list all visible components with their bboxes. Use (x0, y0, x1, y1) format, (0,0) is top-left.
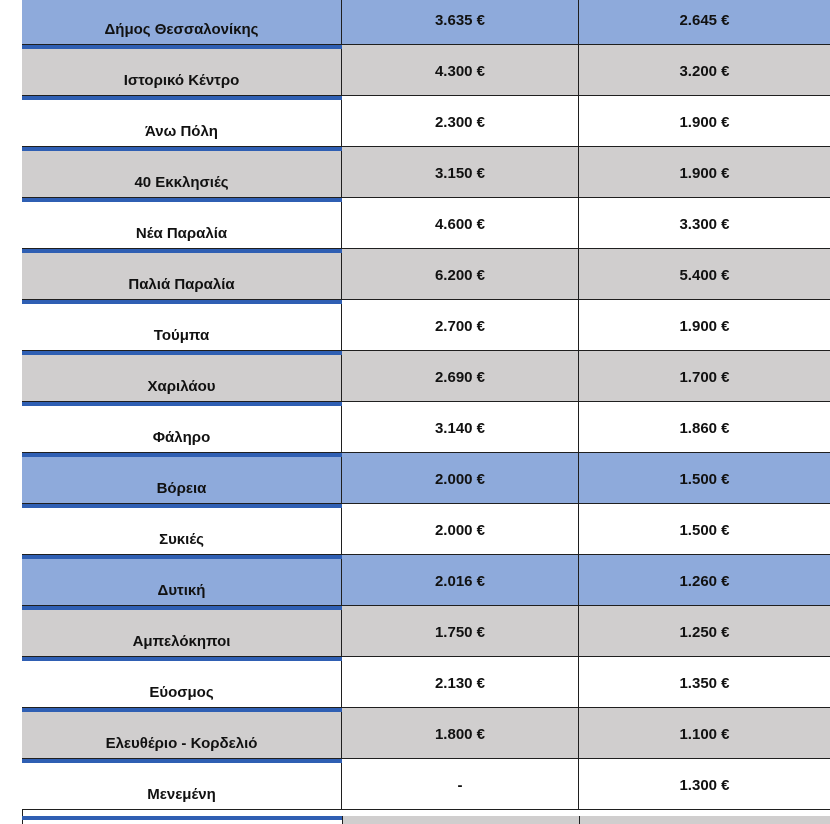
table-row (22, 249, 830, 300)
table-row (22, 96, 830, 147)
area-name-cell: Χαριλάου (22, 351, 342, 401)
price-cell-1: 6.200 € (342, 249, 579, 299)
table-row (22, 453, 830, 504)
area-name-cell: Βόρεια (22, 453, 342, 503)
price-cell-1: 2.016 € (342, 555, 579, 605)
area-name-cell: Άνω Πόλη (22, 96, 342, 146)
table-row (22, 402, 830, 453)
area-name-cell: Δυτική (22, 555, 342, 605)
price-cell-2: 5.400 € (679, 266, 730, 284)
price-cell-1: 2.000 € (342, 504, 579, 554)
table-row (22, 198, 830, 249)
table-row (22, 657, 830, 708)
price-cell-1: 4.600 € (342, 198, 579, 248)
area-name-cell: Συκιές (22, 504, 342, 554)
price-cell-1: 4.300 € (342, 45, 579, 95)
price-cell-2: 1.350 € (679, 674, 730, 692)
price-cell-1: 2.300 € (342, 96, 579, 146)
table-row (22, 504, 830, 555)
price-table (22, 0, 830, 810)
price-cell-1: 3.635 € (342, 0, 579, 44)
price-cell-2: 1.900 € (679, 113, 730, 131)
area-name-cell: Ελευθέριο - Κορδελιό (22, 708, 342, 758)
table-row (22, 0, 830, 45)
table-row (22, 351, 830, 402)
next-row-cell (579, 816, 830, 824)
price-cell-2: 1.900 € (679, 164, 730, 182)
price-cell-2: 1.300 € (679, 776, 730, 794)
area-name-cell: Εύοσμος (22, 657, 342, 707)
next-row-accent-bar (22, 816, 342, 820)
price-cell-2: 1.860 € (679, 419, 730, 437)
area-name-cell: Αμπελόκηποι (22, 606, 342, 656)
price-cell-1: 3.140 € (342, 402, 579, 452)
price-cell-1: 2.690 € (342, 351, 579, 401)
price-cell-2: 1.900 € (679, 317, 730, 335)
area-name-cell: 40 Εκκλησιές (22, 147, 342, 197)
price-cell-2: 1.700 € (679, 368, 730, 386)
price-cell-1: 1.750 € (342, 606, 579, 656)
price-cell-2: 1.500 € (679, 470, 730, 488)
price-cell-2: 3.300 € (679, 215, 730, 233)
area-name-cell: Μενεμένη (22, 759, 342, 809)
price-cell-1: 2.700 € (342, 300, 579, 350)
next-row-cell (342, 816, 579, 824)
area-name-cell: Παλιά Παραλία (22, 249, 342, 299)
price-cell-2: 2.645 € (679, 11, 730, 29)
price-cell-1: 2.130 € (342, 657, 579, 707)
price-cell-2: 1.100 € (679, 725, 730, 743)
price-cell-1: 1.800 € (342, 708, 579, 758)
price-cell-2: 1.250 € (679, 623, 730, 641)
price-cell-2: 3.200 € (679, 62, 730, 80)
table-row (22, 147, 830, 198)
table-row (22, 708, 830, 759)
area-name-cell: Ιστορικό Κέντρο (22, 45, 342, 95)
area-name-cell: Τούμπα (22, 300, 342, 350)
area-name-cell: Νέα Παραλία (22, 198, 342, 248)
area-name-cell: Δήμος Θεσσαλονίκης (22, 0, 342, 44)
area-name-cell: Φάληρο (22, 402, 342, 452)
table-continuation (22, 816, 830, 824)
table-row (22, 606, 830, 657)
price-cell-1: 3.150 € (342, 147, 579, 197)
price-cell-2: 1.260 € (679, 572, 730, 590)
price-cell-1: - (342, 759, 579, 809)
table-row (22, 555, 830, 606)
table-row (22, 45, 830, 96)
price-cell-2: 1.500 € (679, 521, 730, 539)
table-row (22, 300, 830, 351)
table-row (22, 759, 830, 810)
price-cell-1: 2.000 € (342, 453, 579, 503)
